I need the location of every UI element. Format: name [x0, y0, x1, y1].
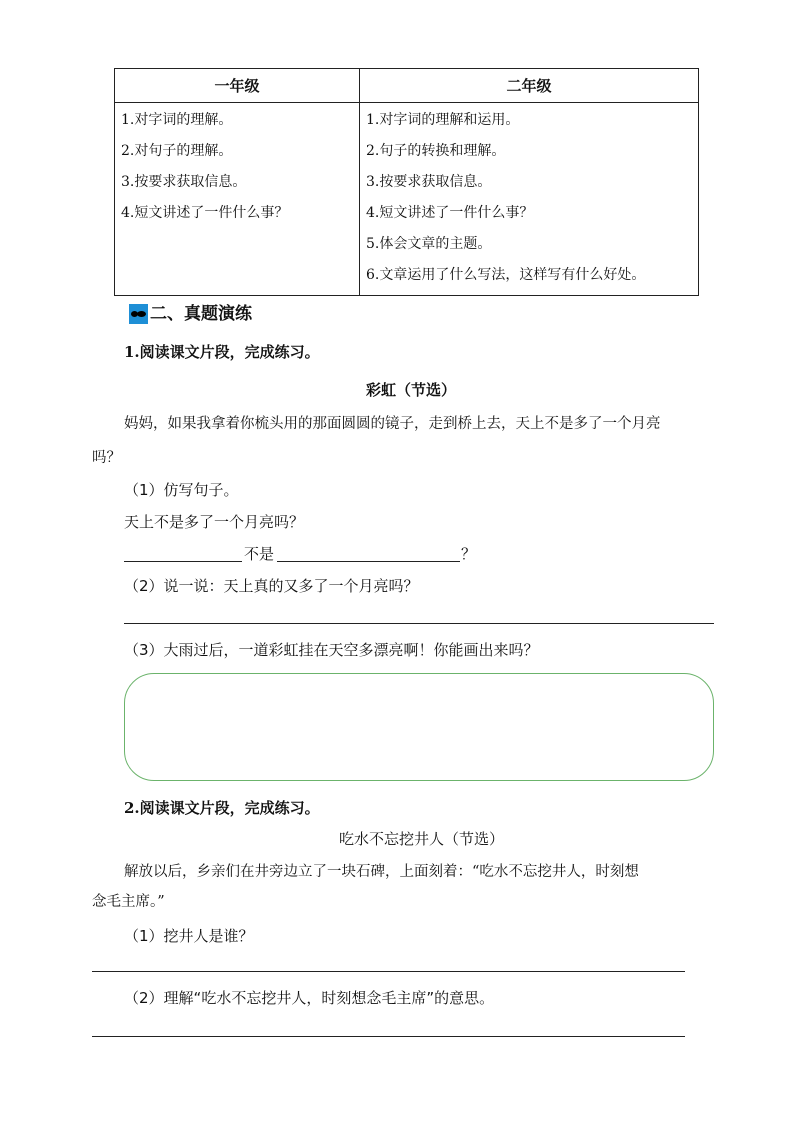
grade2-item: 3.按要求获取信息。	[366, 174, 492, 190]
grade1-cell	[115, 103, 360, 296]
grade2-cell	[360, 103, 699, 296]
answer-line-q2-sub1[interactable]	[92, 971, 685, 972]
section-title: 二、真题演练	[150, 304, 252, 324]
q2-sub2: （2）理解“吃水不忘挖井人，时刻想念毛主席”的意思。	[124, 989, 495, 1007]
grade1-item: 3.按要求获取信息。	[121, 174, 247, 190]
q2-passage-line: 念毛主席。”	[92, 894, 165, 910]
q1-sub1: （1）仿写句子。	[124, 481, 239, 499]
q1-passage-title: 彩虹（节选）	[366, 381, 457, 399]
q1-sub3: （3）大雨过后，一道彩虹挂在天空多漂亮啊！你能画出来吗？	[124, 641, 539, 659]
q1-passage-line: 吗？	[92, 450, 121, 466]
q1-sub1-example: 天上不是多了一个月亮吗？	[124, 513, 305, 531]
grade2-item: 5.体会文章的主题。	[366, 236, 492, 252]
q1-sub1-end: ？	[461, 545, 477, 563]
q2-heading: 2.阅读课文片段，完成练习。	[124, 799, 320, 817]
q1-passage-line: 妈妈，如果我拿着你梳头用的那面圆圆的镜子，走到桥上去，天上不是多了一个月亮	[124, 416, 661, 432]
grade2-item: 6.文章运用了什么写法，这样写有什么好处。	[366, 267, 646, 283]
answer-line-q1-sub2[interactable]	[124, 623, 714, 624]
q2-sub1: （1）挖井人是谁？	[124, 927, 254, 945]
q2-passage-line: 解放以后，乡亲们在井旁边立了一块石碑，上面刻着：“吃水不忘挖井人，时刻想	[124, 864, 639, 880]
answer-blank-1[interactable]	[124, 561, 242, 562]
grade2-item: 4.短文讲述了一件什么事？	[366, 205, 534, 221]
grade2-item: 1.对字词的理解和运用。	[366, 112, 520, 128]
answer-blank-2[interactable]	[277, 561, 460, 562]
grade1-item: 4.短文讲述了一件什么事？	[121, 205, 289, 221]
q1-sub1-mid: 不是	[244, 545, 275, 563]
section-marker-icon	[129, 304, 148, 324]
header-grade1: 一年级	[115, 69, 360, 103]
answer-line-q2-sub2[interactable]	[92, 1036, 685, 1037]
q2-passage-title: 吃水不忘挖井人（节选）	[339, 830, 505, 848]
q1-heading: 1.阅读课文片段，完成练习。	[124, 343, 320, 361]
grade1-item: 2.对句子的理解。	[121, 143, 233, 159]
q1-sub2: （2）说一说：天上真的又多了一个月亮吗？	[124, 577, 419, 595]
grade2-item: 2.句子的转换和理解。	[366, 143, 506, 159]
grade-comparison-table	[114, 68, 699, 296]
grade1-item: 1.对字词的理解。	[121, 112, 233, 128]
header-grade2: 二年级	[360, 69, 699, 103]
drawing-box[interactable]	[124, 673, 714, 781]
